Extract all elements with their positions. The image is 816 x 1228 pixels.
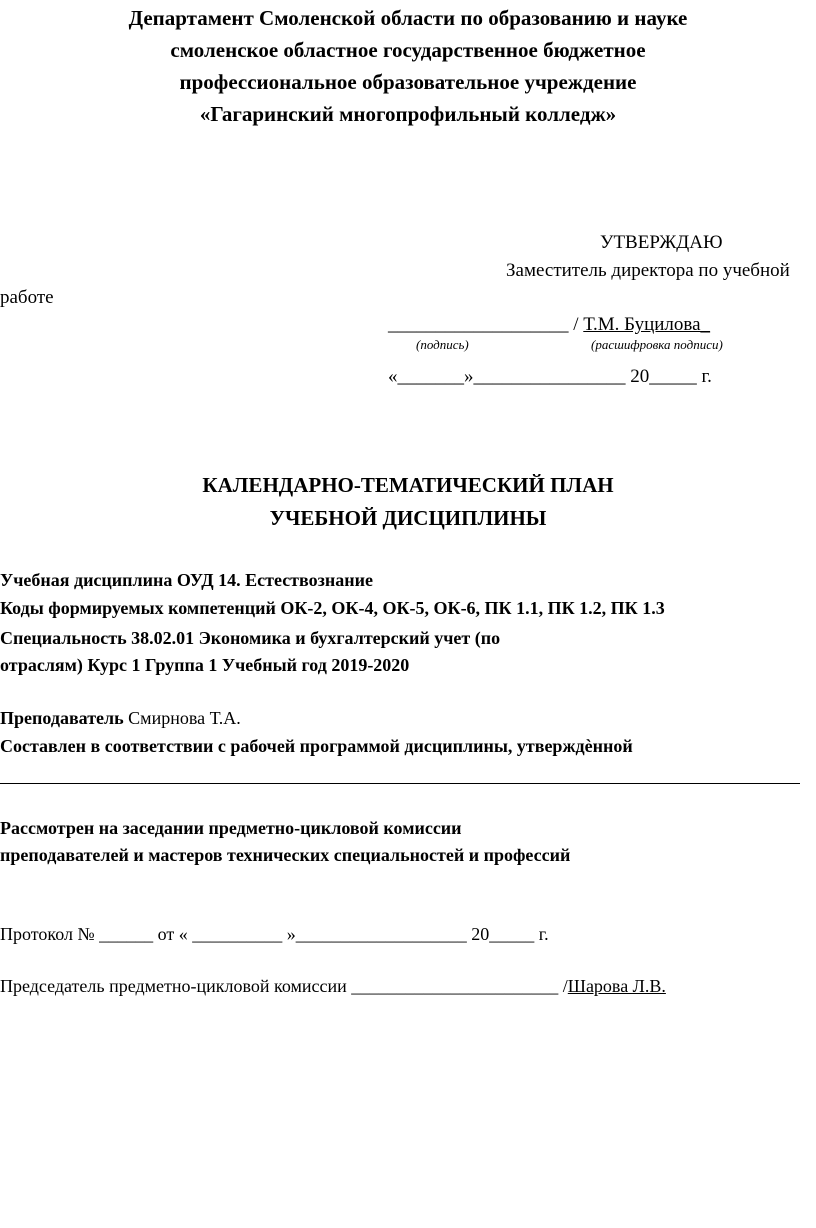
blank-underline — [0, 783, 800, 784]
institution-type-line1: смоленское областное государственное бюджетное — [170, 38, 646, 62]
protocol-line: Протокол № ______ от « __________ »___________________ 20_____ г. — [0, 924, 549, 944]
competencies-line: Коды формируемых компетенций ОК-2, ОК-4, ОК-5, ОК-6, ПК 1.1, ПК 1.2, ПК 1.3 — [0, 598, 665, 618]
signature-caption: (подпись) — [416, 337, 469, 352]
document-title: КАЛЕНДАРНО-ТЕМАТИЧЕСКИЙ ПЛАН — [202, 473, 614, 497]
approval-signature-row — [388, 314, 710, 336]
chairman-label: Председатель предметно-цикловой комиссии _______________________ / — [0, 976, 568, 996]
signer-name: Т.М. Буцилова_ — [583, 314, 711, 335]
teacher-line — [0, 708, 241, 729]
specialty-line1: Специальность 38.02.01 Экономика и бухгалтерский учет (по — [0, 628, 501, 648]
approval-position: Заместитель директора по учебной — [506, 260, 790, 281]
department-name: Департамент Смоленской области по образованию и науке — [128, 6, 688, 30]
chairman-line — [0, 976, 666, 997]
college-name: «Гагаринский многопрофильный колледж» — [199, 102, 617, 126]
approval-date-line: «_______»________________ 20_____ г. — [388, 366, 712, 387]
chairman-name: Шарова Л.В. — [567, 976, 666, 996]
commission-line2: преподавателей и мастеров технических специальностей и профессий — [0, 845, 571, 865]
approval-title: УТВЕРЖДАЮ — [600, 232, 723, 253]
specialty-line2: отраслям) Курс 1 Группа 1 Учебный год 2019-2020 — [0, 655, 410, 675]
signature-blank: ___________________ — [388, 314, 569, 335]
commission-line1: Рассмотрен на заседании предметно-цикловой комиссии — [0, 818, 462, 838]
document-subtitle: УЧЕБНОЙ ДИСЦИПЛИНЫ — [269, 506, 547, 530]
name-caption: (расшифровка подписи) — [591, 337, 723, 352]
compiled-line: Составлен в соответствии с рабочей программой дисциплины, утверждѐнной — [0, 736, 633, 756]
teacher-name: Смирнова Т.А. — [123, 708, 241, 728]
discipline-line: Учебная дисциплина ОУД 14. Естествознание — [0, 570, 373, 590]
teacher-label: Преподаватель — [0, 708, 124, 728]
approval-position-continued: работе — [0, 287, 54, 308]
signature-separator: / — [568, 314, 584, 335]
institution-type-line2: профессиональное образовательное учреждение — [179, 70, 637, 94]
